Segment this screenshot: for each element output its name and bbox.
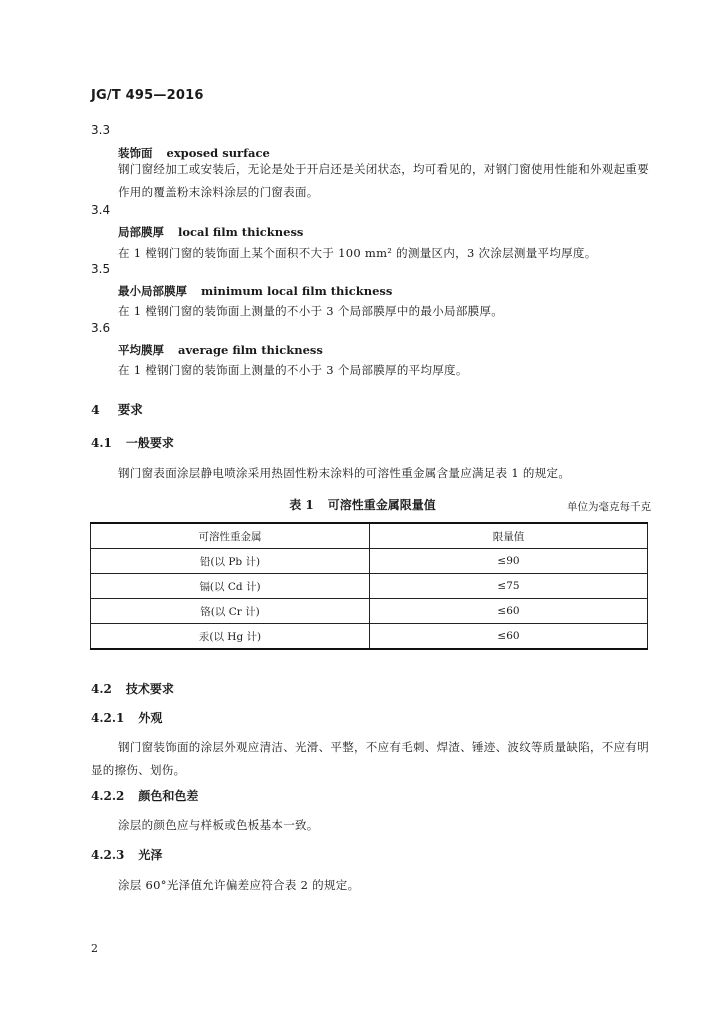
table-row bbox=[91, 599, 648, 624]
section-heading-4-1 bbox=[91, 434, 174, 451]
term-cn: 装饰面 bbox=[118, 146, 153, 160]
paragraph-4-1: 钢门窗表面涂层静电喷涂采用热固性粉末涂料的可溶性重金属含量应满足表 1 的规定。 bbox=[118, 466, 571, 480]
definition-3-6: 在 1 樘钢门窗的装饰面上测量的不小于 3 个局部膜厚的平均厚度。 bbox=[118, 363, 468, 377]
section-number: 4.2.1 bbox=[91, 711, 125, 725]
section-heading-4-2-2 bbox=[91, 787, 198, 804]
paragraph-4-2-1: 钢门窗装饰面的涂层外观应清洁、光滑、平整，不应有毛刺、焊渣、锤迹、波纹等质量缺陷，不应有明显的擦伤、划伤。 bbox=[91, 740, 649, 777]
paragraph-4-2-2: 涂层的颜色应与样板或色板基本一致。 bbox=[118, 818, 319, 832]
table-unit-note: 单位为毫克每千克 bbox=[567, 501, 651, 513]
section-title: 颜色和色差 bbox=[138, 789, 199, 803]
section-heading-4-2-3 bbox=[91, 846, 162, 863]
table-header-cell: 限量值 bbox=[370, 523, 648, 549]
section-title: 光泽 bbox=[138, 848, 163, 862]
section-title: 技术要求 bbox=[125, 682, 174, 696]
clause-number-3-3: 3.3 bbox=[91, 123, 111, 137]
term-3-5 bbox=[118, 283, 392, 299]
definition-3-4: 在 1 樘钢门窗的装饰面上某个面积不大于 100 mm² 的测量区内，3 次涂层测量平均厚度。 bbox=[118, 246, 597, 260]
section-heading-4-2 bbox=[91, 680, 174, 697]
table-cell: ≤60 bbox=[370, 624, 648, 650]
section-title: 一般要求 bbox=[125, 436, 174, 450]
section-number: 4.2.2 bbox=[91, 789, 125, 803]
term-en: minimum local film thickness bbox=[201, 284, 393, 298]
table-row bbox=[91, 549, 648, 574]
table-header-cell: 可溶性重金属 bbox=[91, 523, 370, 549]
document-code: JG/T 495—2016 bbox=[91, 88, 204, 103]
section-number: 4.1 bbox=[91, 436, 112, 450]
term-3-6 bbox=[118, 342, 323, 358]
term-en: exposed surface bbox=[166, 146, 270, 160]
table-cell: ≤75 bbox=[370, 574, 648, 599]
table-cell: ≤60 bbox=[370, 599, 648, 624]
definition-3-3: 钢门窗经加工或安装后，无论是处于开启还是关闭状态，均可看见的，对钢门窗使用性能和外观起重要作用的覆盖粉末涂料涂层的门窗表面。 bbox=[118, 162, 649, 199]
section-heading-4-2-1 bbox=[91, 709, 162, 726]
table-cell: 铅(以 Pb 计) bbox=[91, 549, 370, 574]
page-number: 2 bbox=[91, 942, 98, 955]
clause-number-3-4: 3.4 bbox=[91, 203, 111, 217]
term-en: average film thickness bbox=[178, 343, 323, 357]
term-cn: 局部膜厚 bbox=[118, 225, 164, 239]
term-3-4 bbox=[118, 224, 303, 240]
term-cn: 平均膜厚 bbox=[118, 343, 164, 357]
clause-number-3-6: 3.6 bbox=[91, 321, 111, 335]
term-cn: 最小局部膜厚 bbox=[118, 284, 187, 298]
clause-number-3-5: 3.5 bbox=[91, 262, 111, 276]
section-number: 4.2.3 bbox=[91, 848, 125, 862]
table-cell: ≤90 bbox=[370, 549, 648, 574]
table-row bbox=[91, 574, 648, 599]
table-cell: 镉(以 Cd 计) bbox=[91, 574, 370, 599]
definition-3-5: 在 1 樘钢门窗的装饰面上测量的不小于 3 个局部膜厚中的最小局部膜厚。 bbox=[118, 304, 504, 318]
section-number: 4 bbox=[91, 402, 100, 417]
table-caption-number: 表 1 bbox=[289, 498, 314, 512]
section-number: 4.2 bbox=[91, 682, 112, 696]
table-cell: 铬(以 Cr 计) bbox=[91, 599, 370, 624]
section-title: 外观 bbox=[138, 711, 163, 725]
table-cell: 汞(以 Hg 计) bbox=[91, 624, 370, 650]
paragraph-4-2-3: 涂层 60°光泽值允许偏差应符合表 2 的规定。 bbox=[118, 878, 360, 892]
section-heading-4 bbox=[91, 400, 143, 418]
table-row bbox=[91, 624, 648, 650]
heavy-metal-limits-table bbox=[90, 522, 648, 650]
section-title: 要求 bbox=[117, 402, 143, 417]
table-header-row bbox=[91, 523, 648, 549]
table-caption-title: 可溶性重金属限量值 bbox=[327, 498, 436, 512]
term-en: local film thickness bbox=[178, 225, 304, 239]
